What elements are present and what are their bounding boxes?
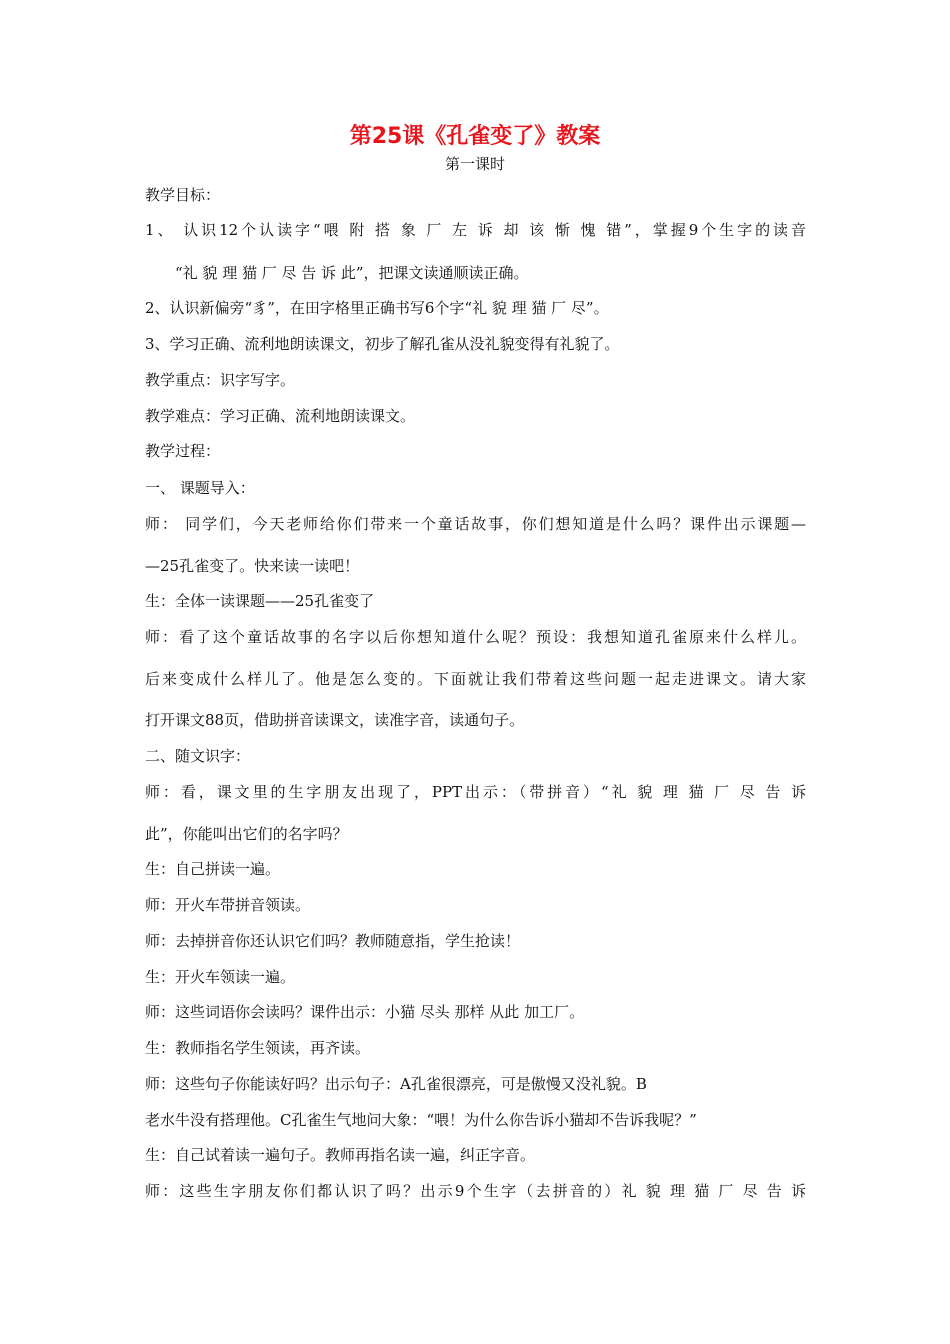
text-line: 师：这些词语你会读吗？课件出示：小猫 尽头 那样 从此 加工厂。 [145,1003,585,1021]
text-line: 生：全体一读课题——25孔雀变了 [145,592,375,610]
text-line: 生：自己试着读一遍句子。教师再指名读一遍，纠正字音。 [145,1146,536,1164]
text-line: “礼 貌 理 猫 厂 尽 告 诉 此”，把课文读通顺读正确。 [175,264,529,282]
text-line: 生：开火车领读一遍。 [145,968,296,986]
text-line: 师：开火车带拼音领读。 [145,896,311,914]
text-line: 教学过程： [145,442,221,460]
text-line: 后来变成什么样儿了。他是怎么变的。下面就让我们带着这些问题一起走进课文。请大家 [145,670,806,688]
text-line: 1、 认识12个认读字“喂 附 搭 象 厂 左 诉 却 该 惭 愧 错”，掌握9个生字的读音 [145,221,806,239]
text-line: 师：这些句子你能读好吗？出示句子：A孔雀很漂亮，可是傲慢又没礼貌。B [145,1075,647,1093]
text-line: 师：看，课文里的生字朋友出现了，PPT出示：（带拼音）“礼 貌 理 猫 厂 尽 告 诉 [145,783,806,801]
text-line: 此”，你能叫出它们的名字吗？ [145,825,348,843]
text-line: 一、 课题导入： [145,479,255,497]
text-line: 生：教师指名学生领读，再齐读。 [145,1039,371,1057]
text-line: 教学难点：学习正确、流利地朗读课文。 [145,407,416,425]
text-line: 教学目标： [145,186,221,204]
text-line: 二、随文识字： [145,747,251,765]
text-line: 师：这些生字朋友你们都认识了吗？出示9个生字（去拼音的）礼 貌 理 猫 厂 尽 告 诉 [145,1182,806,1200]
text-line: 师：看了这个童话故事的名字以后你想知道什么呢？预设：我想知道孔雀原来什么样儿。 [145,628,806,646]
text-line: 老水牛没有搭理他。C孔雀生气地问大象：“喂！为什么你告诉小猫却不告诉我呢？” [145,1111,697,1129]
text-line: 师：去掉拼音你还认识它们吗？教师随意指，学生抢读！ [145,932,521,950]
document-subtitle: 第一课时 [444,155,505,173]
text-line: 打开课文88页，借助拼音读课文，读准字音，读通句子。 [145,711,525,729]
text-line: 生：自己拼读一遍。 [145,860,281,878]
text-line: 3、学习正确、流利地朗读课文，初步了解孔雀从没礼貌变得有礼貌了。 [145,335,620,353]
text-line: —25孔雀变了。快来读一读吧！ [145,557,360,575]
text-line: 师： 同学们，今天老师给你们带来一个童话故事，你们想知道是什么吗？课件出示课题— [145,515,806,533]
document-title: 第25课《孔雀变了》教案 [349,124,601,149]
text-line: 2、认识新偏旁“豸”，在田字格里正确书写6个字“礼 貌 理 猫 厂 尽”。 [145,299,609,317]
text-line: 教学重点：识字写字。 [145,371,296,389]
